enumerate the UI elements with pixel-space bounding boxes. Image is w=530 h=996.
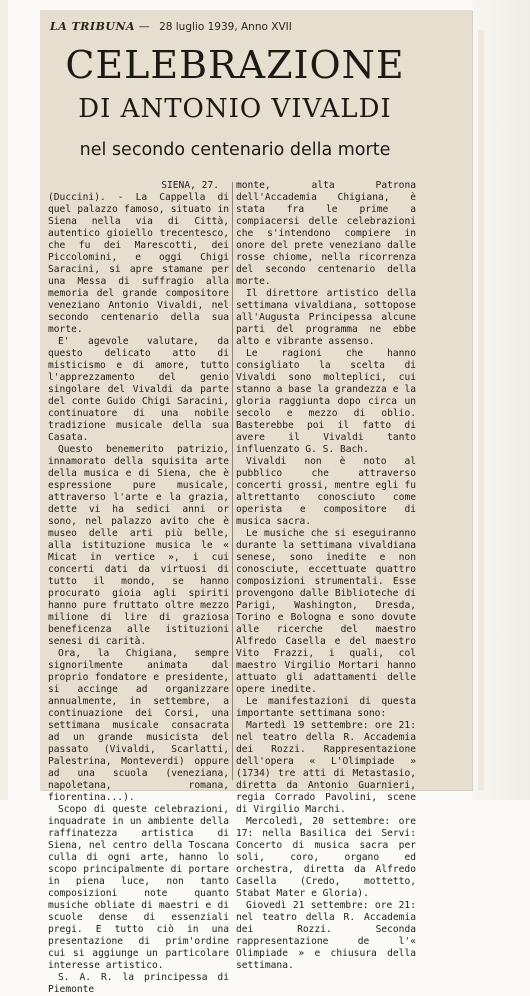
article-paragraph: Questo benemerito patrizio, innamorato della squisita arte della musica e di Siena, che è espressione pure musicale, attraverso l'arte e la grazia, dette vi ha sedici anni or sono, nel palazzo avito che è museo delle arti più belle, alla istituzione musica le « Micat in vertice », i cui concerti dati da virtuosi di tutto il mondo, se hanno procurato gioia agli spiriti hanno pure fruttato oltre mezzo milione di lire di graziosa beneficenza alle istituzioni senesi di carità. [48, 444, 229, 647]
paper-edge [478, 30, 484, 790]
article-paragraph: E' agevole valutare, da questo delicato atto di misticismo e di amore, tutto l'apprezzamento del genio singolare del Vivaldi da parte del conte Guido Chigi Saracini, continuatore di una nobile tradizione musicale della sua Casata. [48, 336, 229, 443]
issue-date: 28 luglio 1939, Anno XVII [159, 21, 292, 33]
headline-subtitle: nel secondo centenario della morte [79, 140, 391, 160]
article-paragraph: Vivaldi non è noto al pubblico che attraverso concerti grossi, mentre egli fu altrettanto conosciuto come operista e compositore di musica sacra. [236, 456, 416, 527]
article-paragraph: Ora, la Chigiana, sempre signorilmente animata dal proprio fondatore e presidente, si accinge ad organizzare annualmente, in settembre, a continuazione dei Corsi, una settimana musicale consacrata ad un grande musicista del passato (Vivaldi, Scarlatti, Palestrina, Monteverdi) oppure ad una scuola (veneziana, napoletana, romana, fiorentina...). [48, 648, 229, 803]
article-paragraph: monte, alta Patrona dell'Accademia Chigiana, è stata fra le prime a compiacersi delle celebrazioni che s'intendono compiere in onore del prete veneziano dalle rosse chiome, nella ricorrenza del secondo centenario della morte. [236, 180, 416, 287]
masthead-separator: — [138, 20, 150, 33]
article-paragraph: Le musiche che si eseguiranno durante la settimana vivaldiana senese, sono inedite e non conosciute, eccettuate quattro composizioni strumentali. Esse provengono dalle Biblioteche di Parigi, Washington, Dresda, Torino e Bologna e sono dovute alle ricerche del maestro Alfredo Casella e del maestro Vito Frazzi, i quali, col maestro Virgilio Mortari hanno attuato gli adattamenti delle opere inedite. [236, 528, 416, 695]
article-paragraph: Giovedì 21 settembre: ore 21: nel teatro della R. Accademia dei Rozzi. Seconda rappresentazione de l'« Olimpiade » e chiusura della settimana. [236, 900, 416, 971]
column-divider [232, 182, 233, 780]
background-left [0, 0, 8, 800]
article-paragraph: Le manifestazioni di questa importante settimana sono: [236, 696, 416, 719]
headline-secondary: DI ANTONIO VIVALDI [78, 94, 392, 124]
article-paragraph: Mercoledì, 20 settembre: ore 17: nella Basilica dei Servi: Concerto di musica sacra per soli, coro, organo ed orchestra, diretta da Alfredo Casella (Credo, mottetto, Stabat Mater e Gloria). [236, 816, 416, 899]
article-paragraph: (Duccini). - La Cappella di quel palazzo famoso, situato in Siena nella via di Città, autentico gioiello trecentesco, che fu dei Marescotti, dei Piccolomini, e oggi Chigi Saracini, si apre stamane per una Messa di suffragio alla memoria del grande compositore veneziano Antonio Vivaldi, nel secondo centenario della sua morte. [48, 192, 229, 335]
article-column-left [48, 180, 229, 995]
article-paragraph: Il direttore artistico della settimana vivaldiana, sottopose all'Augusta Principessa alcune parti del programma ne ebbe alto e vibrante assenso. [236, 288, 416, 347]
masthead [50, 20, 420, 33]
article-paragraph: S. A. R. la principessa di Piemonte [48, 972, 229, 995]
article-paragraph: Martedì 19 settembre: ore 21: nel teatro della R. Accademia dei Rozzi. Rappresentazione dell'opera « L'Olimpiade » (1734) tre atti di Metastasio, diretta da Antonio Guarnieri, regia Corrado Pavolini, scene di Virgilio Marchi. [236, 720, 416, 815]
newspaper-name: LA TRIBUNA [50, 20, 136, 33]
article-column-right [236, 180, 416, 971]
article-paragraph: Le ragioni che hanno consigliato la scelta di Vivaldi sono molteplici, cui stanno a base la grandezza e la gloria raggiunta dopo circa un secolo e mezzo di oblio. Basterebbe poi il fatto di avere il Vivaldi tanto influenzato G. S. Bach. [236, 348, 416, 455]
headline-main: CELEBRAZIONE [65, 43, 405, 87]
article-paragraph: Scopo di queste celebrazioni, inquadrate in un ambiente della raffinatezza artistica di Siena, nel centro della Toscana culla di ogni arte, hanno lo scopo principalmente di portare in piena luce, non tanto composizioni note quanto musiche obliate di maestri e di scuole dense di essenziali pregi. E tutto ciò in una presentazione di prim'ordine cui si aggiunge un particolare interesse artistico. [48, 804, 229, 971]
dateline: SIENA, 27. [161, 180, 219, 191]
